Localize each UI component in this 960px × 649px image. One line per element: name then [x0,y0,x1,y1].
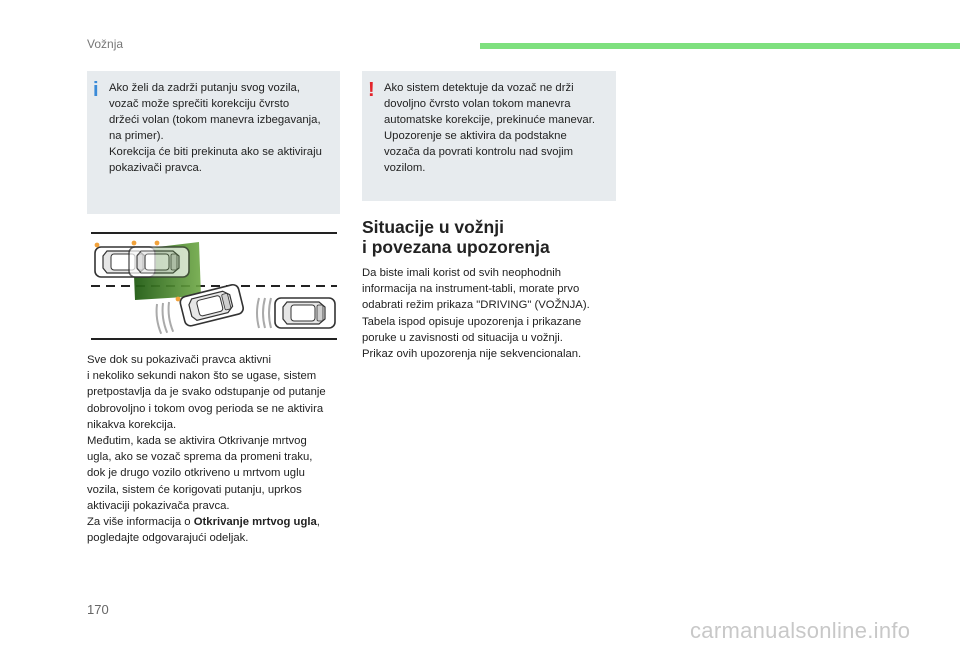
page-number: 170 [87,602,109,617]
reference-line [87,514,345,530]
body-line: dobrovoljno i tokom ovog perioda se ne aktivira [87,402,324,415]
section-line: Tabela ispod opisuje upozorenja i prikazane [362,315,582,328]
body-line: Međutim, kada se aktivira Otkrivanje mrtvog [87,435,307,448]
header-accent-bar [480,43,960,49]
body-line: vozila, sistem će korigovati putanju, uprkos [87,483,302,496]
info-note [87,71,340,214]
body-line: pretpostavlja da je svako odstupanje od putanje [87,386,326,399]
body-line: nikakva korekcija. [87,418,177,431]
watermark: carmanualsonline.info [690,618,911,643]
section-line: Da biste imali korist od svih neophodnih [362,267,562,279]
warning-icon: ! [368,79,375,101]
car-overtaking-ghost [129,247,189,277]
info-note-line: pokazivači pravca. [109,162,202,174]
warning-note [362,71,616,201]
info-note-text [109,80,334,176]
info-icon: i [93,79,99,101]
body-line: Sve dok su pokazivači pravca aktivni [87,354,271,366]
info-note-line: Ako želi da zadrži putanju svog vozila, [109,82,300,94]
body-text [87,352,345,546]
warning-note-line: Ako sistem detektuje da vozač ne drži [384,82,574,94]
header-title: Vožnja [87,37,124,51]
warning-note-line: Upozorenje se aktivira da podstakne [384,130,567,142]
body-line: aktivaciji pokazivača pravca. [87,499,230,512]
body-line: ugla, ako se vozač sprema da promeni traku, [87,451,313,464]
section-heading-line: i povezana upozorenja [362,237,550,257]
info-note-line: na primer). [109,130,164,142]
warning-note-line: automatske korekcije, prekinuće manevar. [384,114,595,126]
body-line: pogledajte odgovarajući odeljak. [87,532,249,545]
reference-suffix: , [316,516,320,529]
section-line: odabrati režim prikaza "DRIVING" (VOŽNJA). [362,299,590,312]
reference-link-text: Otkrivanje mrtvog ugla [193,516,317,529]
section-line: Prikaz ovih upozorenja nije sekvencionalan. [362,348,582,361]
warning-note-line: vozilom. [384,162,426,174]
warning-note-text [384,80,610,176]
info-note-line: vozač može sprečiti korekciju čvrsto [109,98,290,110]
section-heading [362,217,622,257]
info-note-line: držeći volan (tokom manevra izbegavanja, [109,114,321,126]
warning-note-line: vozača da povrati kontrolu nad svojim [384,146,574,158]
blind-spot-illustration [87,228,340,343]
section-line: poruke u zavisnosti od situacija u vožnji. [362,331,563,344]
section-text [362,265,622,362]
body-line: i nekoliko sekundi nakon što se ugase, sistem [87,370,317,383]
info-note-line: Korekcija će biti prekinuta ako se aktiviraju [109,146,322,158]
car-following [275,298,335,328]
body-line: dok je drugo vozilo otkriveno u mrtvom uglu [87,467,305,480]
reference-prefix: Za više informacija o [87,516,194,529]
warning-note-line: dovoljno čvrsto volan tokom manevra [384,98,571,110]
section-heading-line: Situacije u vožnji [362,217,504,237]
section-line: informacija na instrument-tabli, morate prvo [362,283,580,296]
